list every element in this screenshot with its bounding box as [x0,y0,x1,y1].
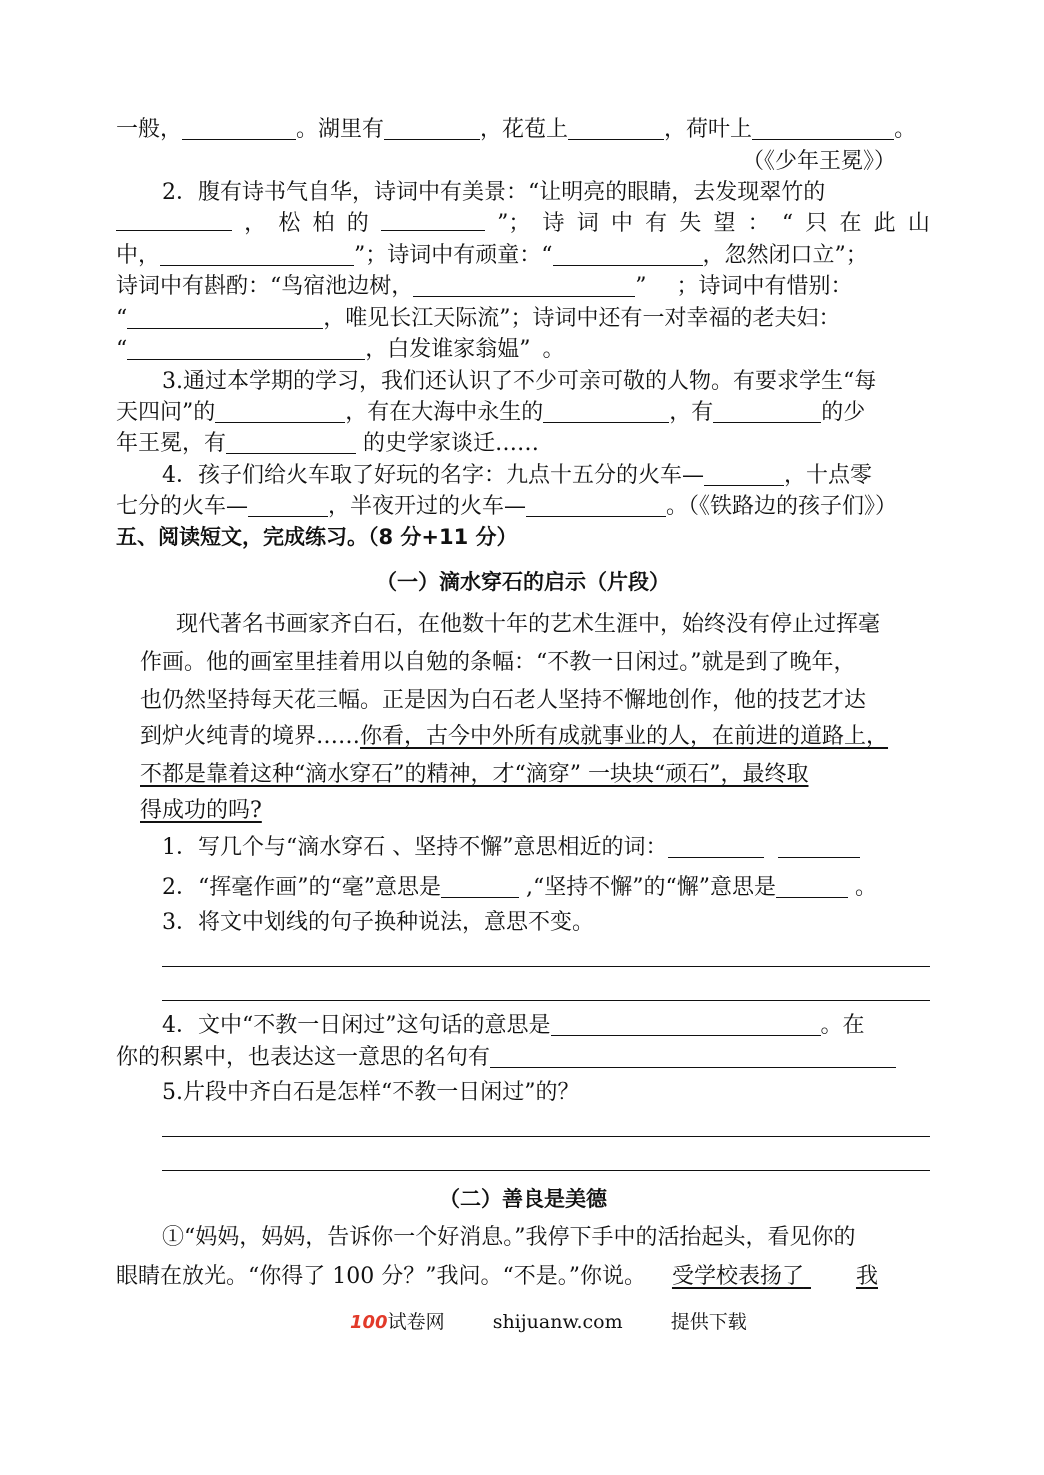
passage-2-line-1 [162,1221,930,1255]
passage-title-1 [116,566,930,598]
q2-line-4 [116,271,930,303]
passage-1-line-4 [140,720,930,754]
text: 失 [679,211,702,236]
text: 诗 [542,211,565,236]
text: ”； [497,211,531,236]
text: ，忽然闭口立”； [702,243,868,268]
passage-2-line-2 [116,1260,930,1294]
text: 。湖里有 [296,117,385,142]
passage-1-line-6 [140,794,930,828]
answer-blank[interactable] [543,400,669,423]
text: ，唯见长江天际流”；诗词中还有一对幸福的老夫妇： [323,306,841,331]
answer-blank[interactable] [551,1013,821,1036]
question-4-line-1 [162,1010,930,1042]
text: ， [244,211,267,236]
text: ”；诗词中有顽童：“ [354,243,553,268]
q2-line-1 [162,177,930,209]
underlined-sentence: 得成功的吗? [140,798,262,823]
answer-blank[interactable] [553,243,703,266]
text: 诗词中有斟酌：“鸟宿池边树， [116,274,414,299]
text: （一）滴水穿石的启示（片段） [376,570,670,594]
text: 松 [278,211,301,236]
text: ①“妈妈，妈妈，告诉你一个好消息。”我停下手中的活抬起头，看见你的 [162,1225,856,1250]
text: （《少年王冕》） [741,149,896,174]
text: 此 [873,211,896,236]
q4-line-1 [162,460,930,492]
underlined-sentence: 你看，古今中外所有成就事业的人，在前进的道路上， [360,724,889,749]
answer-blank[interactable] [160,243,354,266]
text: 望 [713,211,736,236]
text: ,“坚持不懈”的“懈”意思是 [519,875,776,900]
answer-blank[interactable] [776,875,848,898]
text: 1．写几个与“滴水穿石 、坚持不懈”意思相近的词： [162,835,668,860]
text: ，白发谁家翁媪” [365,337,531,362]
q2-line-5 [116,303,930,335]
answer-line[interactable] [162,1170,930,1171]
text: ；诗词中有惜别： [676,274,853,299]
answer-blank[interactable] [778,835,860,858]
answer-blank[interactable] [226,431,356,454]
q3-line-1 [162,366,930,398]
answer-blank[interactable] [384,117,480,140]
text: 一般， [116,117,183,142]
text: 到炉火纯青的境界…… [140,724,361,749]
text: 七分的火车— [116,494,249,519]
question-1 [162,832,930,864]
text: 山 [907,211,930,236]
text: 3.通过本学期的学习，我们还认识了不少可亲可敬的人物。有要求学生“每 [162,369,877,394]
passage-1-line-5 [140,758,930,792]
text: 在 [839,211,862,236]
answer-blank[interactable] [182,117,296,140]
text: 。 [894,117,917,142]
question-2 [162,872,930,904]
text: 现代著名书画家齐白石，在他数十年的艺术生涯中，始终没有停止过挥毫 [176,612,881,637]
q2-line-3 [116,240,930,272]
text: 有 [645,211,668,236]
site-domain[interactable]: shijuanw.com [492,1311,623,1333]
text: ，半夜开过的火车— [328,494,527,519]
text: 的少 [821,400,866,425]
passage-1-line-3 [140,684,930,718]
text: ，有 [669,400,714,425]
q2-line-6 [116,334,930,366]
answer-blank[interactable] [526,494,666,517]
text: 的史学家谈迁…… [356,431,540,456]
answer-blank[interactable] [713,400,821,423]
section-title [116,521,930,553]
passage-title-2 [116,1183,930,1215]
answer-blank[interactable] [441,875,519,898]
answer-blank[interactable] [381,208,485,231]
text: 也仍然坚持每天花三幅。正是因为白石老人坚持不懈地创作，他的技艺才达 [140,688,867,713]
text: 只 [805,211,828,236]
question-3 [162,907,930,939]
text: 年王冕，有 [116,431,227,456]
underlined-text: 受学校表扬了 [671,1264,804,1289]
text: 。（《铁路边的孩子们》） [666,494,898,519]
source-note [116,146,896,178]
text: 4．文中“不教一日闲过”这句话的意思是 [162,1013,551,1038]
answer-blank[interactable] [704,463,784,486]
answer-blank[interactable] [127,306,323,329]
text: 2．腹有诗书气自华，诗词中有美景：“让明亮的眼睛，去发现翠竹的 [162,180,826,205]
text: 作画。他的画室里挂着用以自勉的条幅：“不教一日闲过。”就是到了晚年， [140,650,856,675]
underlined-sentence: 不都是靠着这种“滴水穿石”的精神，才“滴穿” 一块块“顽石”，最终取 [140,762,809,787]
footer-note: 提供下载 [670,1311,747,1333]
answer-blank[interactable] [668,835,764,858]
answer-blank[interactable] [490,1045,896,1068]
answer-blank[interactable] [752,117,894,140]
text: “ [116,306,128,331]
text: “ [116,337,128,362]
q3-line-2 [116,397,930,429]
text: （二）善良是美德 [439,1187,607,1211]
text: 中 [610,211,633,236]
q2-line-2 [116,208,930,240]
text: 词 [576,211,599,236]
text: 天四问”的 [116,400,216,425]
underlined-text: 我 [855,1264,878,1289]
q4-line-2 [116,491,930,523]
site-logo: 100 [350,1312,388,1333]
q1-line [116,114,930,146]
footer [350,1309,747,1336]
q3-line-3 [116,428,930,460]
text: 4．孩子们给火车取了好玩的名字：九点十五分的火车— [162,463,704,488]
answer-blank[interactable] [215,400,345,423]
text: ，荷叶上 [664,117,753,142]
text: “ [781,211,794,236]
passage-1-line-2 [140,646,930,680]
question-5 [162,1077,930,1109]
text: 眼睛在放光。“你得了 100 分？”我问。“不是。”你说。 [116,1264,646,1289]
answer-blank[interactable] [127,337,365,360]
answer-line[interactable] [162,966,930,967]
text: 你的积累中，也表达这一意思的名句有 [116,1045,491,1070]
text: 3．将文中划线的句子换种说法，意思不变。 [162,910,594,935]
text: ： [747,211,770,236]
answer-blank[interactable] [248,494,328,517]
text: 。 [847,875,877,900]
text: 。在 [820,1013,865,1038]
text: 柏 [312,211,335,236]
text: ，有在大海中永生的 [345,400,544,425]
question-4-line-2 [116,1042,930,1074]
answer-line[interactable] [162,1136,930,1137]
text: 五、阅读短文，完成练习。（8 分+11 分） [116,525,518,549]
text: 5.片段中齐白石是怎样“不教一日闲过”的？ [162,1080,580,1105]
text: ，十点零 [784,463,873,488]
passage-1-line-1 [176,608,930,642]
text: ” [635,274,647,299]
text: 。 [542,337,565,362]
text: 中， [116,243,161,268]
text: 的 [346,211,369,236]
answer-blank[interactable] [116,208,232,231]
answer-blank[interactable] [413,274,635,297]
answer-blank[interactable] [568,117,664,140]
text: 2．“挥毫作画”的“毫”意思是 [162,875,441,900]
site-name: 试卷网 [387,1311,445,1333]
answer-line[interactable] [162,1000,930,1001]
text: ，花苞上 [480,117,569,142]
